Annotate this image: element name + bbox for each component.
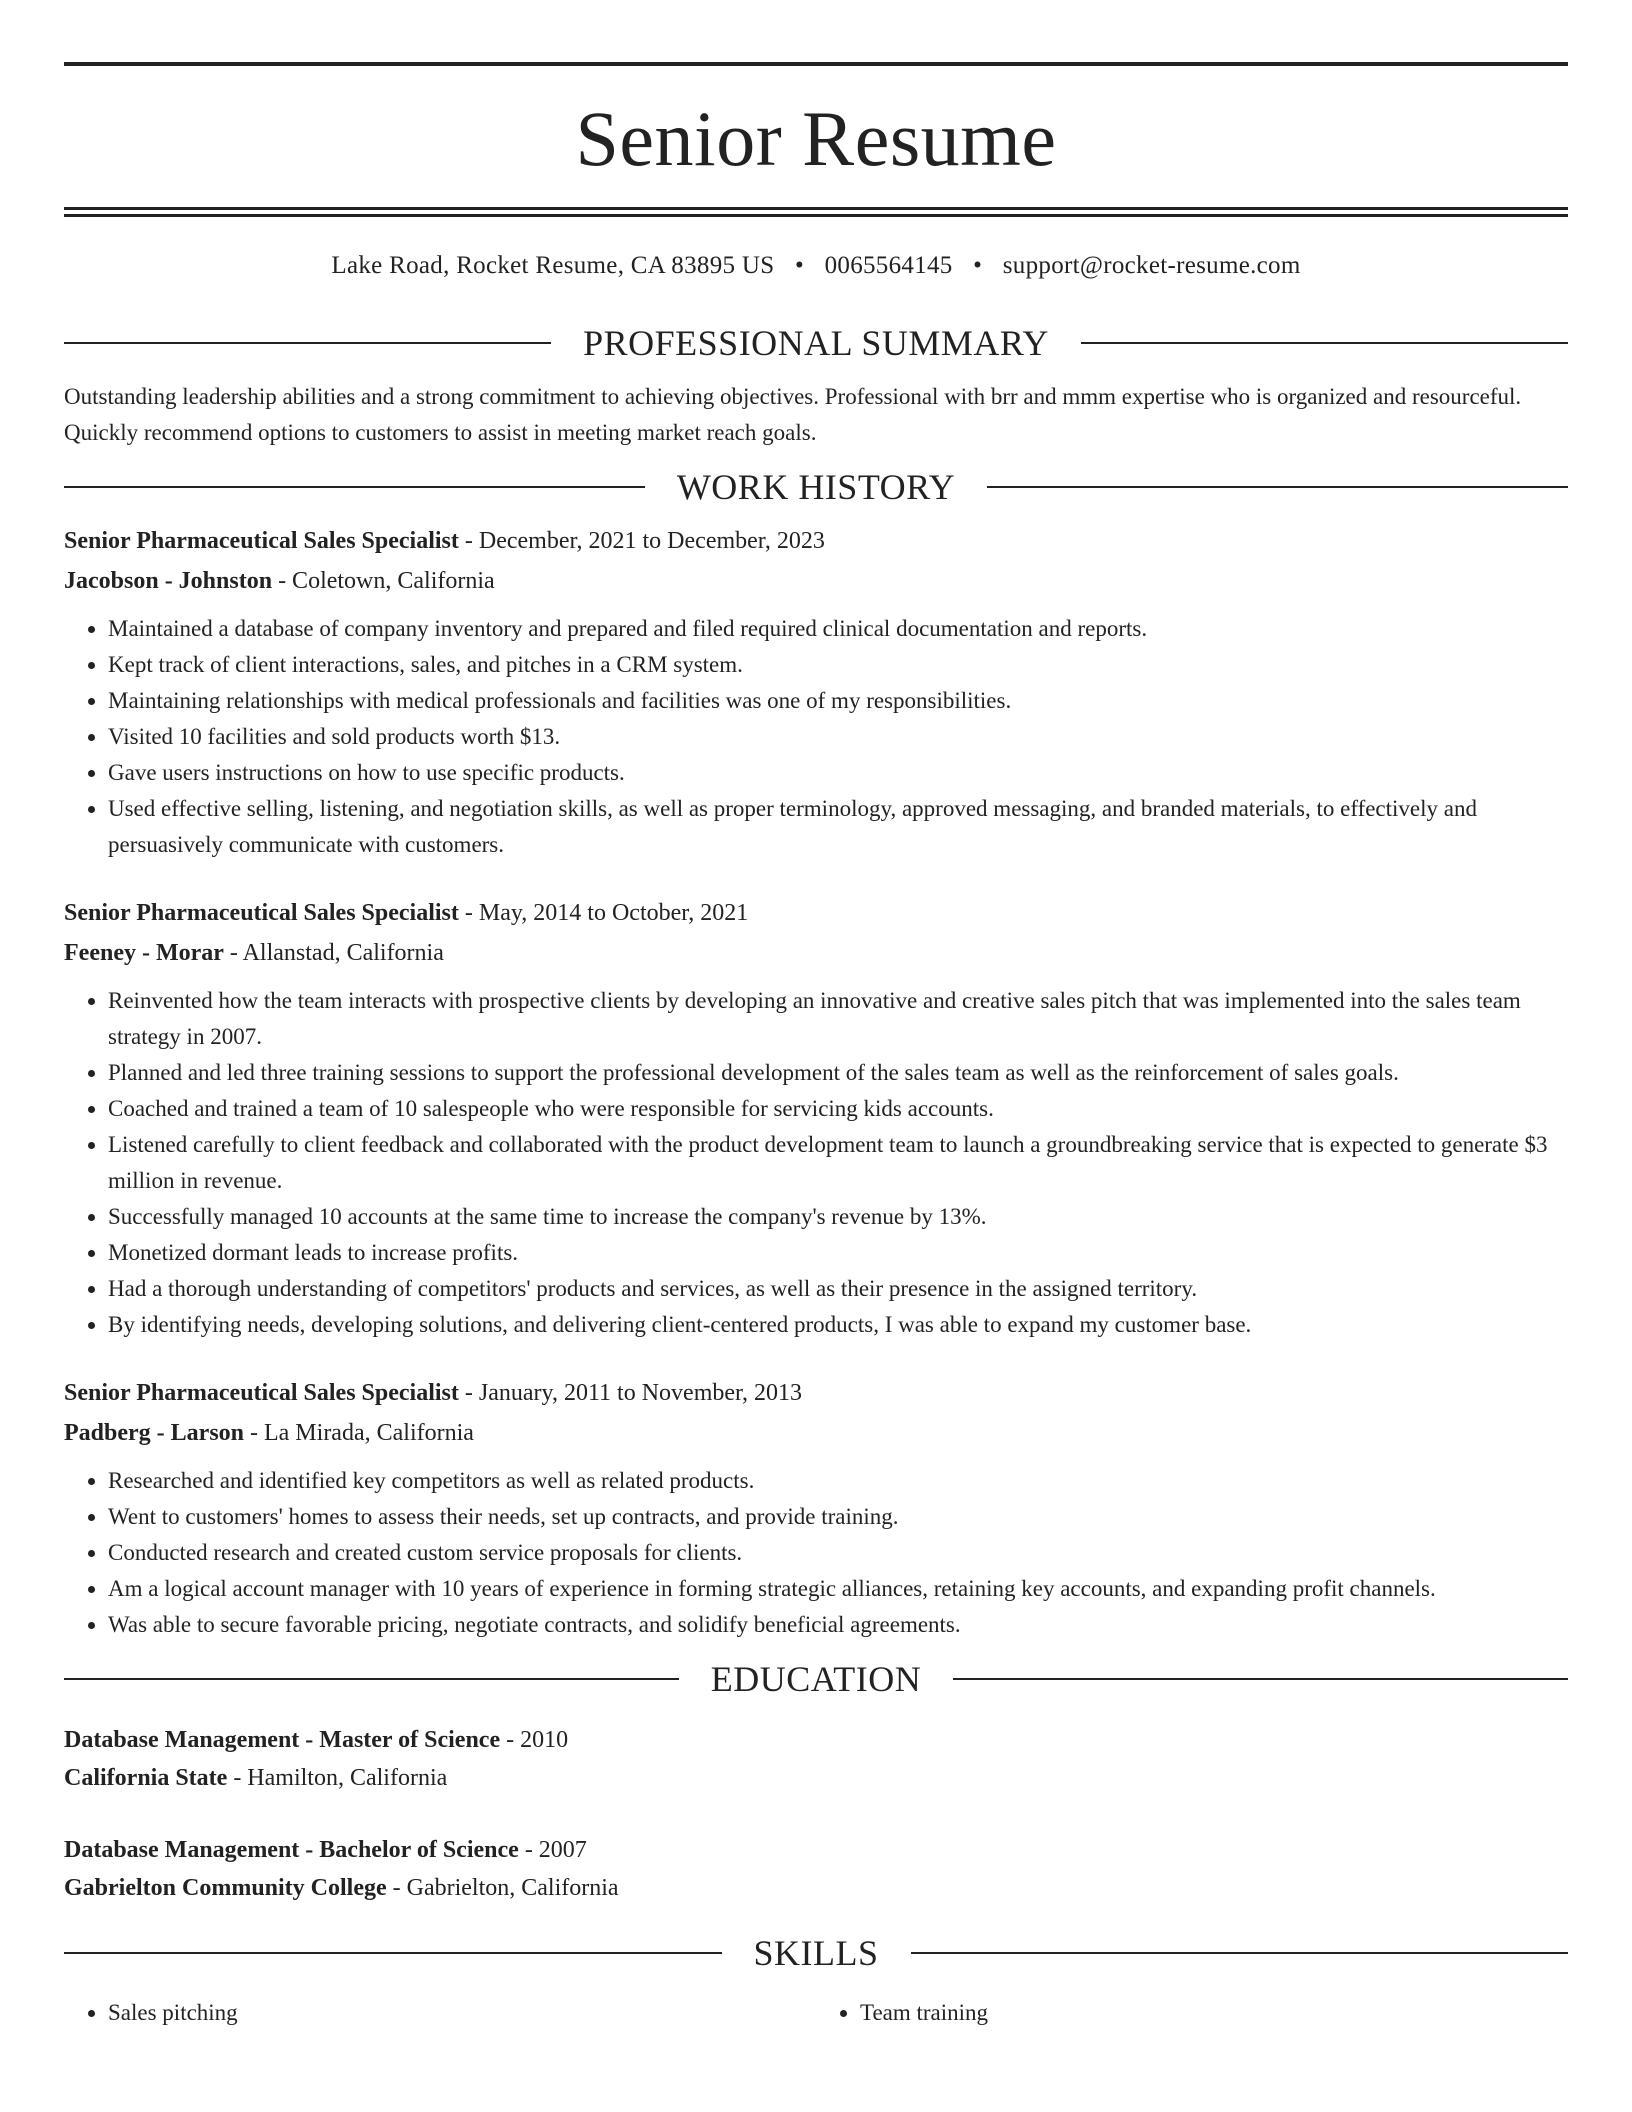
section-title-education: EDUCATION — [710, 1659, 922, 1699]
job-dates: - January, 2011 to November, 2013 — [458, 1380, 803, 1406]
education-entry — [64, 1721, 1568, 1797]
contact-email: support@rocket-resume.com — [1002, 252, 1301, 279]
education-entry — [64, 1831, 1568, 1907]
job-bullet: • Successfully managed 10 accounts at the same time to increase the company's revenue by 13%. — [108, 1199, 1568, 1235]
education-location: - Hamilton, California — [227, 1765, 448, 1791]
job-location: - Coletown, California — [272, 568, 495, 594]
job-bullet: • Gave users instructions on how to use specific products. — [108, 755, 1568, 791]
section-header-summary — [64, 321, 1568, 365]
section-title-skills: SKILLS — [753, 1933, 879, 1973]
skills-list-left — [64, 1995, 816, 2031]
job-company-line — [64, 561, 1568, 601]
job-title: Senior Pharmaceutical Sales Specialist — [64, 528, 459, 554]
education-degree: Database Management - Master of Science — [64, 1727, 501, 1753]
job-bullet: • Visited 10 facilities and sold products worth $13. — [108, 719, 1568, 755]
skill-item: • Sales pitching — [108, 1995, 816, 2031]
education-degree: Database Management - Bachelor of Science — [64, 1837, 519, 1863]
contact-separator: • — [794, 252, 805, 279]
resume-title: Senior Resume — [575, 95, 1057, 182]
job-bullets — [64, 611, 1568, 863]
skill-item: • Team training — [860, 1995, 1568, 2031]
job-bullet: • Maintaining relationships with medical professionals and facilities was one of my responsibilities. — [108, 683, 1568, 719]
job-title: Senior Pharmaceutical Sales Specialist — [64, 1380, 459, 1406]
job-bullet: • Listened carefully to client feedback and collaborated with the product development team to launch a groundbreaking service that is expected to generate $3 million in revenue. — [108, 1127, 1568, 1199]
job-title: Senior Pharmaceutical Sales Specialist — [64, 900, 459, 926]
job-company-line — [64, 933, 1568, 973]
job-bullet: • By identifying needs, developing solutions, and delivering client-centered products, I was able to expand my customer base. — [108, 1307, 1568, 1343]
education-location: - Gabrielton, California — [386, 1875, 619, 1901]
education-school: California State — [64, 1765, 228, 1791]
section-rule — [64, 486, 645, 488]
section-rule — [911, 1952, 1569, 1954]
job-bullet: • Had a thorough understanding of competitors' products and services, as well as their presence in the assigned territory. — [108, 1271, 1568, 1307]
job-company: Jacobson - Johnston — [64, 568, 273, 594]
title-double-rule — [64, 207, 1568, 217]
job-title-line — [64, 521, 1568, 561]
job-title-line — [64, 1373, 1568, 1413]
job-bullet: • Used effective selling, listening, and negotiation skills, as well as proper terminology, approved messaging, and branded materials, to effectively and persuasively communicate with customers. — [108, 791, 1568, 863]
education-year: - 2007 — [518, 1837, 587, 1863]
job-bullet: • Am a logical account manager with 10 years of experience in forming strategic alliances, retaining key accounts, and expanding profit channels. — [108, 1571, 1568, 1607]
job-bullet: • Kept track of client interactions, sales, and pitches in a CRM system. — [108, 647, 1568, 683]
job-bullet: • Was able to secure favorable pricing, negotiate contracts, and solidify beneficial agreements. — [108, 1607, 1568, 1643]
section-rule — [953, 1678, 1568, 1680]
education-school: Gabrielton Community College — [64, 1875, 387, 1901]
job-bullet: • Coached and trained a team of 10 salespeople who were responsible for servicing kids accounts. — [108, 1091, 1568, 1127]
job-bullet: • Went to customers' homes to assess their needs, set up contracts, and provide training. — [108, 1499, 1568, 1535]
job-entry — [64, 521, 1568, 863]
section-rule — [987, 486, 1568, 488]
contact-separator: • — [973, 252, 983, 279]
contact-address: Lake Road, Rocket Resume, CA 83895 US — [331, 252, 775, 279]
job-location: - Allanstad, California — [223, 940, 444, 966]
job-company: Feeney - Morar — [64, 940, 224, 966]
section-rule — [64, 1678, 679, 1680]
job-entry — [64, 1373, 1568, 1643]
job-company-line — [64, 1413, 1568, 1453]
job-location: - La Mirada, California — [244, 1420, 474, 1446]
education-degree-line — [64, 1831, 1568, 1869]
education-year: - 2010 — [500, 1727, 569, 1753]
section-title-summary: PROFESSIONAL SUMMARY — [583, 323, 1049, 363]
section-title-work: WORK HISTORY — [676, 467, 956, 507]
job-bullet: • Conducted research and created custom service proposals for clients. — [108, 1535, 1568, 1571]
education-school-line — [64, 1759, 1568, 1797]
job-bullet: • Researched and identified key competitors as well as related products. — [108, 1463, 1568, 1499]
resume-page — [64, 0, 1568, 2031]
contact-line — [64, 251, 1568, 281]
job-dates: - May, 2014 to October, 2021 — [458, 900, 749, 926]
skills-list-right — [816, 1995, 1568, 2031]
section-header-skills — [64, 1931, 1568, 1975]
job-company: Padberg - Larson — [64, 1420, 244, 1446]
education-school-line — [64, 1869, 1568, 1907]
job-bullet: • Planned and led three training sessions to support the professional development of the sales team as well as the reinforcement of sales goals. — [108, 1055, 1568, 1091]
section-rule — [64, 342, 551, 344]
section-header-education — [64, 1657, 1568, 1701]
section-rule — [1081, 342, 1568, 344]
section-header-work — [64, 465, 1568, 509]
contact-phone: 0065564145 — [824, 252, 953, 279]
job-bullets — [64, 1463, 1568, 1643]
job-entry — [64, 893, 1568, 1343]
job-title-line — [64, 893, 1568, 933]
education-degree-line — [64, 1721, 1568, 1759]
job-dates: - December, 2021 to December, 2023 — [458, 528, 825, 554]
top-rule — [64, 62, 1568, 66]
job-bullet: • Maintained a database of company inventory and prepared and filed required clinical documentation and reports. — [108, 611, 1568, 647]
section-rule — [64, 1952, 722, 1954]
job-bullet: • Monetized dormant leads to increase profits. — [108, 1235, 1568, 1271]
skills-grid — [64, 1995, 1568, 2031]
job-bullet: • Reinvented how the team interacts with prospective clients by developing an innovative and creative sales pitch that was implemented into the sales team strategy in 2007. — [108, 983, 1568, 1055]
job-bullets — [64, 983, 1568, 1343]
summary-text: Outstanding leadership abilities and a strong commitment to achieving objectives. Professional with brr and mmm expertise who is organized and resourceful. Quickly recommend options to customers to assist in meeting market reach goals. — [64, 384, 1522, 445]
